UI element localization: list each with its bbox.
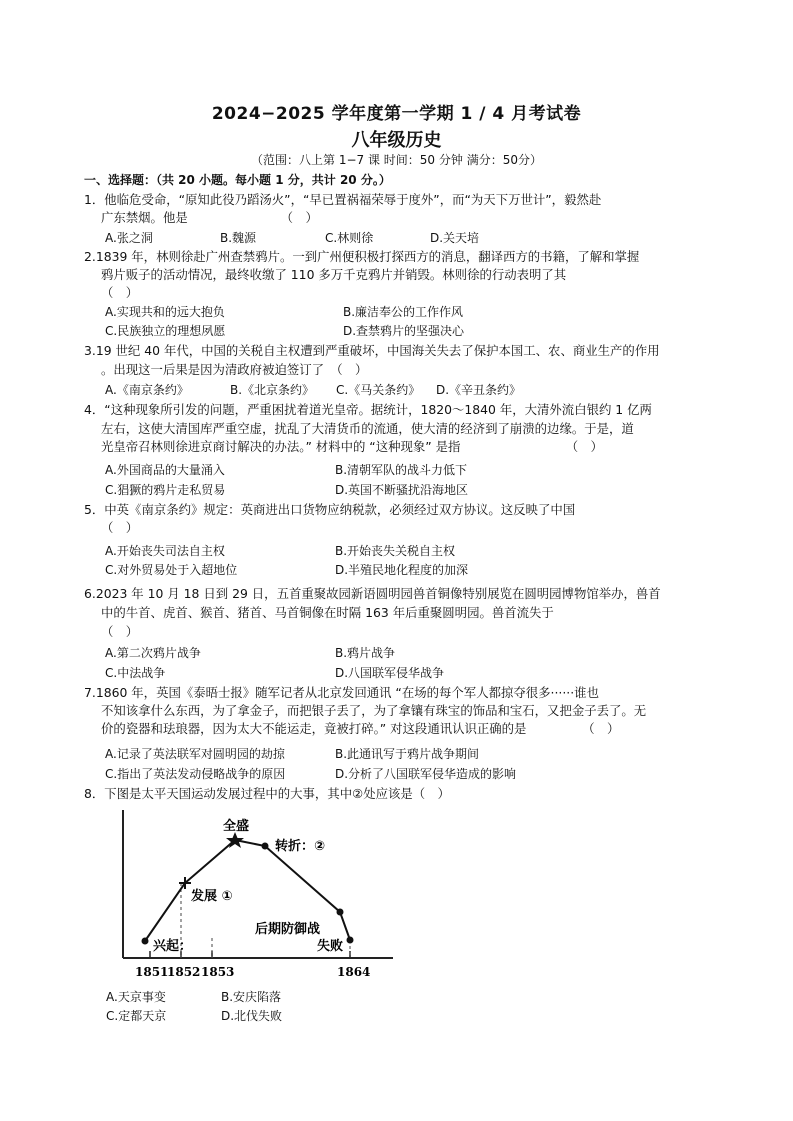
turn-point: [262, 843, 269, 850]
question-2-line-1: 2.1839 年，林则徐赴广州查禁鸦片。一到广州便积极打探西方的消息，翻译西方的书籍，了解和掌握: [84, 249, 640, 264]
q3-option-c[interactable]: C.《马关条约》: [336, 383, 421, 397]
label-turn: 转折：②: [275, 839, 326, 854]
q1-option-a[interactable]: A.张之洞: [105, 231, 153, 245]
q6-option-c[interactable]: C.中法战争: [105, 666, 166, 680]
label-peak: 全盛: [223, 819, 250, 834]
question-1-line-2: 广东禁烟。他是 （ ）: [101, 210, 318, 225]
year-1852: 1852: [167, 965, 201, 979]
fail-point: [347, 937, 354, 944]
defense-point: [337, 909, 344, 916]
question-7-line-1: 7.1860 年，英国《泰晤士报》随军记者从北京发回通讯 “在场的每个军人都掠夺很多······谁也: [84, 685, 599, 700]
question-4-line-3: 光皇帝召林则徐进京商讨解决的办法。” 材料中的 “这种现象” 是指 （ ）: [101, 439, 603, 454]
question-6-line-3: （ ）: [101, 624, 139, 639]
exam-title: 2024−2025 学年度第一学期 1 / 4 月考试卷: [211, 104, 582, 124]
q2-option-a[interactable]: A.实现共和的远大抱负: [105, 305, 225, 319]
q1-option-b[interactable]: B.魏源: [220, 231, 257, 245]
q7-option-c[interactable]: C.指出了英法发动侵略战争的原因: [105, 767, 286, 781]
question-5-line-1: 5．中英《南京条约》规定：英商进出口货物应纳税款，必须经过双方协议。这反映了中国: [84, 502, 576, 517]
question-8-line-1: 8．下图是太平天国运动发展过程中的大事，其中②处应该是（ ）: [84, 786, 450, 801]
question-7-line-3: 价的瓷器和珐琅器，因为太大不能运走，竟被打碎。” 对这段通讯认识正确的是 （ ）: [101, 721, 620, 736]
q1-option-c[interactable]: C.林则徐: [325, 231, 374, 245]
question-4-line-2: 左右，这使大清国库严重空虚，扰乱了大清货币的流通，使大清的经济到了崩溃的边缘。于是，道: [101, 421, 634, 436]
q2-option-b[interactable]: B.廉洁奉公的工作作风: [343, 305, 464, 319]
label-rise: 兴起：: [153, 939, 193, 954]
q5-option-a[interactable]: A.开始丧失司法自主权: [105, 544, 225, 558]
q6-option-b[interactable]: B.鸦片战争: [335, 646, 396, 660]
year-1851: 1851: [135, 965, 169, 979]
q2-option-d[interactable]: D.查禁鸦片的坚强决心: [343, 324, 465, 338]
question-2-line-2: 鸦片贩子的活动情况，最终收缴了 110 多万千克鸦片并销毁。林则徐的行动表明了其: [101, 267, 567, 282]
question-6-line-1: 6.2023 年 10 月 18 日到 29 日，五首重聚故园新语圆明园兽首铜像特别展览在圆明园博物馆举办，兽首: [84, 586, 661, 601]
q3-option-d[interactable]: D.《辛丑条约》: [436, 383, 522, 397]
q2-option-c[interactable]: C.民族独立的理想夙愿: [105, 324, 226, 338]
question-1-line-1: 1．他临危受命，“原知此役乃蹈汤火”，“早已置祸福荣辱于度外”，而“为天下万世计”，毅然赴: [84, 192, 602, 207]
q8-option-c[interactable]: C.定都天京: [106, 1009, 167, 1023]
question-2-line-3: （ ）: [101, 285, 139, 300]
q7-option-a[interactable]: A.记录了英法联军对圆明园的劫掠: [105, 747, 285, 761]
q5-option-c[interactable]: C.对外贸易处于入超地位: [105, 563, 238, 577]
question-6-line-2: 中的牛首、虎首、猴首、猪首、马首铜像在时隔 163 年后重聚圆明园。兽首流失于: [101, 605, 554, 620]
exam-subject: 八年级历史: [351, 130, 442, 151]
q8-option-b[interactable]: B.安庆陷落: [221, 990, 282, 1004]
question-3-line-1: 3.19 世纪 40 年代，中国的关税自主权遭到严重破坏，中国海关失去了保护本国工、农、商业生产的作用: [84, 343, 660, 358]
taiping-timeline-diagram: [105, 808, 395, 988]
q8-option-a[interactable]: A.天京事变: [106, 990, 166, 1004]
q8-option-d[interactable]: D.北伐失败: [221, 1009, 283, 1023]
year-1864: 1864: [337, 965, 371, 979]
q6-option-d[interactable]: D.八国联军侵华战争: [335, 666, 445, 680]
label-defense: 后期防御战: [255, 922, 321, 937]
q4-option-d[interactable]: D.英国不断骚扰沿海地区: [335, 483, 469, 497]
q1-option-d[interactable]: D.关天培: [430, 231, 480, 245]
label-develop: 发展 ①: [191, 889, 233, 904]
q4-option-b[interactable]: B.清朝军队的战斗力低下: [335, 463, 468, 477]
q3-option-a[interactable]: A.《南京条约》: [105, 383, 189, 397]
q6-option-a[interactable]: A.第二次鸦片战争: [105, 646, 201, 660]
section-heading: 一、选择题：（共 20 小题。每小题 1 分，共计 20 分。）: [84, 173, 391, 187]
question-3-line-2: 。出现这一后果是因为清政府被迫签订了 （ ）: [101, 362, 368, 377]
exam-scope: （范围：八上第 1−7 课 时间：50 分钟 满分：50分）: [251, 153, 542, 167]
q4-option-c[interactable]: C.猖獗的鸦片走私贸易: [105, 483, 226, 497]
year-1853: 1853: [201, 965, 235, 979]
q3-option-b[interactable]: B.《北京条约》: [230, 383, 315, 397]
question-4-line-1: 4．“这种现象所引发的问题，严重困扰着道光皇帝。据统计，1820～1840 年，大清外流白银约 1 亿两: [84, 402, 652, 417]
q7-option-b[interactable]: B.此通讯写于鸦片战争期间: [335, 747, 480, 761]
question-7-line-2: 不知该拿什么东西，为了拿金子，而把银子丢了，为了拿镶有珠宝的饰品和宝石，又把金子丢了。无: [101, 703, 647, 718]
q7-option-d[interactable]: D.分析了八国联军侵华造成的影响: [335, 767, 517, 781]
q4-option-a[interactable]: A.外国商品的大量涌入: [105, 463, 225, 477]
q5-option-d[interactable]: D.半殖民地化程度的加深: [335, 563, 469, 577]
rise-point: [142, 938, 149, 945]
label-fail: 失败: [317, 939, 344, 954]
q5-option-b[interactable]: B.开始丧失关税自主权: [335, 544, 456, 558]
question-5-line-2: （ ）: [101, 520, 139, 535]
